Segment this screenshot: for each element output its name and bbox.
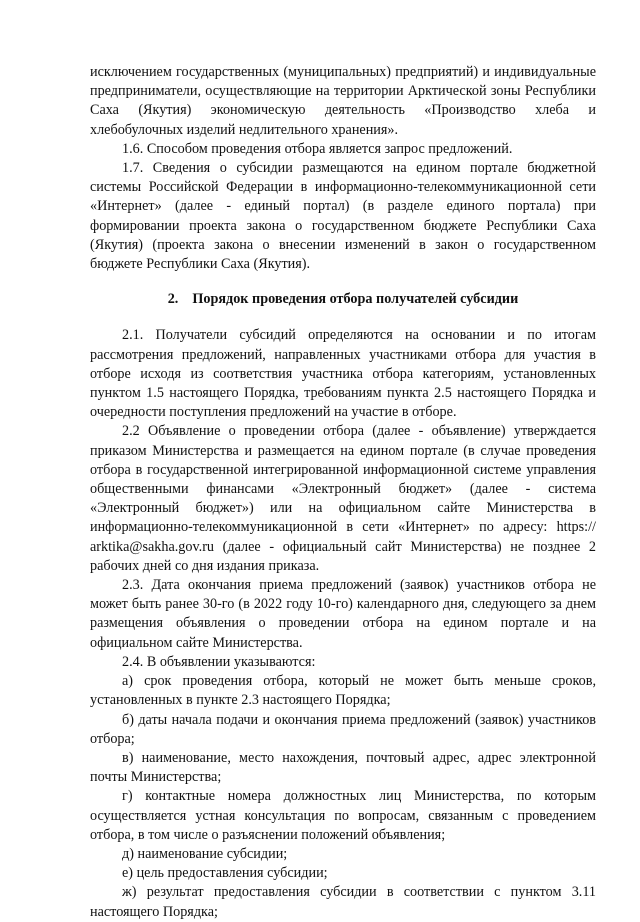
paragraph-p-2-4-d: д) наименование субсидии;	[122, 845, 288, 862]
paragraph-p-2-4-zh: ж) результат предоставления субсидии в соответствии с пунктом 3.11 настоящего Порядка;	[90, 884, 596, 920]
paragraph-p-1-7: 1.7. Сведения о субсидии размещаются на едином портале бюджетной системы Российской Федерации в информационно-телекоммуникационной сети «Интернет» (далее - единый портал) (в разделе единого портала) при формировании проекта закона о государственном бюджете Республики Саха (Якутия) (проекта закона о внесении изменений в закон о государственном бюджете Республики Саха (Якутия).	[90, 160, 596, 273]
paragraph-p-2-4-b: б) даты начала подачи и окончания приема предложений (заявок) участников отбора;	[90, 711, 596, 747]
section-number: 2.	[167, 291, 179, 308]
paragraph-p-2-4-g: г) контактные номера должностных лиц Министерства, по которым осуществляется устная консультация по вопросам, связанным с проведением отбора, в том числе о разъяснении положений объявления;	[90, 788, 596, 843]
paragraph-p-2-4-v: в) наименование, место нахождения, почтовый адрес, адрес электронной почты Министерства;	[90, 749, 596, 786]
paragraph-p-2-2: 2.2 Объявление о проведении отбора (далее - объявление) утверждается приказом Министерства и размещается на едином портале (в случае проведения отбора в государственной интегрированной информационной системе управления общественными финансами «Электронный бюджет» (далее - система «Электронный бюджет») или на официальном сайте Министерства в информационно-телекоммуникационной в сети «Интернет» по адресу: https:// arktika@sakha.gov.ru (далее - официальный сайт Министерства) не позднее 2 рабочих дней со дня издания приказа.	[90, 423, 596, 574]
section-heading	[90, 290, 596, 309]
paragraph-p-2-4: 2.4. В объявлении указываются:	[122, 653, 316, 670]
section-2-text	[90, 326, 596, 921]
paragraph-p-1-5-tail: исключением государственных (муниципальных) предприятий) и индивидуальные предприниматели, осуществляющие на территории Арктической зоны Республики Саха (Якутия) экономическую деятельность «Производство хлеба и хлебобулочных изделий недлительного хранения».	[90, 64, 596, 138]
paragraph-p-2-3: 2.3. Дата окончания приема предложений (заявок) участников отбора не может быть ранее 30-го (в 2022 году 10-го) календарного дня, следующего за днем размещения объявления о проведении отбора на едином портале и на официальном сайте Министерства.	[90, 577, 596, 651]
section-title: Порядок проведения отбора получателей субсидии	[192, 291, 519, 308]
paragraph-p-1-6: 1.6. Способом проведения отбора является запрос предложений.	[122, 140, 513, 157]
section-1-text	[90, 63, 596, 274]
paragraph-p-2-1: 2.1. Получатели субсидий определяются на основании и по итогам рассмотрения предложений, направленных участниками отбора для участия в отборе исходя из соответствия участника отбора категориям, установленных пунктом 1.5 настоящего Порядка, требованиям пункта 2.5 настоящего Порядка и очередности поступления предложений на участие в отборе.	[90, 327, 596, 421]
paragraph-p-2-4-e: е) цель предоставления субсидии;	[122, 865, 328, 882]
paragraph-p-2-4-a: а) срок проведения отбора, который не может быть меньше сроков, установленных в пункте 2.3 настоящего Порядка;	[90, 673, 596, 709]
